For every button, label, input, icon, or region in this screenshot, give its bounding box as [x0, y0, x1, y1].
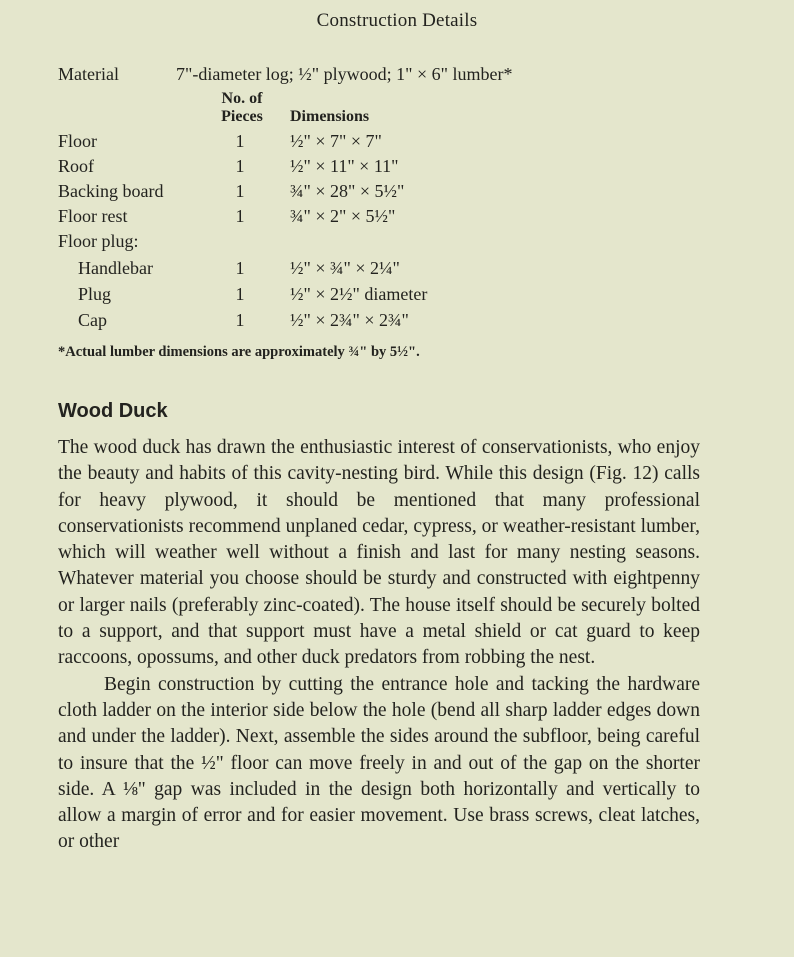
- table-row-part: Plug: [78, 284, 112, 304]
- table-row-pieces: 1: [235, 310, 245, 330]
- table-footnote: *Actual lumber dimensions are approximately ¾" by 5½".: [58, 344, 420, 360]
- table-row-dimensions: ½" × 2¾" × 2¾": [290, 310, 409, 330]
- table-row-part: Floor: [58, 131, 98, 151]
- pieces-header-line1: No. of: [221, 90, 263, 107]
- material-label: Material: [58, 64, 119, 84]
- table-row-dimensions: ½" × 11" × 11": [290, 156, 399, 176]
- table-row-pieces: 1: [235, 284, 245, 304]
- table-row-dimensions: ¾" × 2" × 5½": [290, 206, 396, 226]
- pieces-header-line2: Pieces: [221, 108, 263, 125]
- table-row-part: Roof: [58, 156, 94, 176]
- paragraph: The wood duck has drawn the enthusiastic interest of conservationists, who enjoy the beauty and habits of this cavity-nesting bird. While this design (Fig. 12) calls for heavy plywood, it should be mentioned that many professional conservationists recommend unplaned cedar, cypress, or weather-resistant lumber, which will weather well without a finish and last for many nesting seasons. Whatever material you choose should be sturdy and constructed with eightpenny or larger nails (preferably zinc-coated). The house itself should be securely bolted to a support, and that support must have a metal shield or cat guard to keep raccoons, opossums, and other duck predators from robbing the nest.: [58, 437, 700, 669]
- table-row-part: Backing board: [58, 181, 164, 201]
- table-row-dimensions: ½" × 2½" diameter: [290, 284, 428, 304]
- table-row-part: Floor plug:: [58, 231, 139, 251]
- table-row-part: Cap: [78, 310, 107, 330]
- page-title: Construction Details: [316, 10, 478, 31]
- section-heading: Wood Duck: [58, 400, 168, 422]
- table-row-pieces: 1: [235, 181, 245, 201]
- paragraph: Begin construction by cutting the entrance hole and tacking the hardware cloth ladder on the interior side below the hole (bend all sharp ladder edges down and under the ladder). Next, assemble the sides around the subfloor, being careful to insure that the ½" floor can move freely in and out of the gap on the shorter side. A ⅛" gap was included in the design both horizontally and vertically to allow a margin of error and for easier movement. Use brass screws, cleat latches, or other: [58, 673, 700, 853]
- table-row-dimensions: ½" × 7" × 7": [290, 131, 382, 151]
- table-row-pieces: 1: [235, 258, 245, 278]
- body-text: [58, 435, 700, 856]
- material-value: 7"-diameter log; ½" plywood; 1" × 6" lumber*: [176, 64, 513, 84]
- table-row-dimensions: ½" × ¾" × 2¼": [290, 258, 400, 278]
- table-row-dimensions: ¾" × 28" × 5½": [290, 181, 405, 201]
- table-row-pieces: 1: [235, 156, 245, 176]
- table-row-pieces: 1: [235, 206, 245, 226]
- table-row-part: Handlebar: [78, 258, 153, 278]
- table-row-part: Floor rest: [58, 206, 128, 226]
- dimensions-header: Dimensions: [290, 108, 370, 125]
- table-row-pieces: 1: [235, 131, 245, 151]
